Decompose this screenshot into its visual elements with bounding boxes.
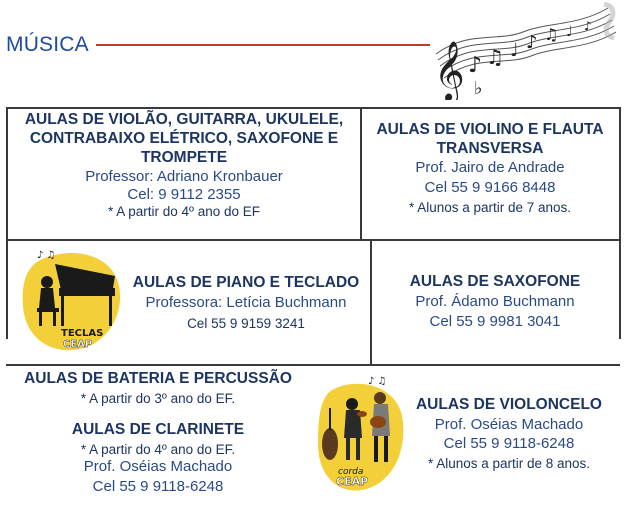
cell-clarinet-lessons xyxy=(8,421,308,496)
teacher-name: Professor: Adriano Kronbauer xyxy=(85,167,283,185)
cell-title-line: TROMPETE xyxy=(140,148,228,166)
age-note: * Alunos a partir de 7 anos. xyxy=(408,200,572,216)
teacher-name: Prof. Jairo de Andrade xyxy=(415,158,565,176)
row-divider-1 xyxy=(6,239,620,241)
teclas-ceap-logo xyxy=(15,246,131,354)
cell-title-line: TRANSVERSA xyxy=(436,139,544,157)
svg-text:♫: ♫ xyxy=(486,45,504,69)
svg-text:♪: ♪ xyxy=(468,53,483,78)
logo-text: CEAP xyxy=(336,475,369,488)
svg-text:♪ ♫: ♪ ♫ xyxy=(37,250,56,261)
cell-title-line: CONTRABAIXO ELÉTRICO, SAXOFONE E xyxy=(29,129,339,147)
music-notes-image xyxy=(428,2,618,100)
svg-text:♫: ♫ xyxy=(544,25,559,44)
phone-number: Cel 55 9 9159 3241 xyxy=(187,316,305,332)
table-border-right xyxy=(619,107,621,339)
svg-text:𝄞: 𝄞 xyxy=(434,41,465,100)
cell-violin-lessons xyxy=(362,121,618,217)
corda-ceap-logo xyxy=(312,370,408,494)
age-note: * A partir do 4º ano do EF xyxy=(107,204,261,220)
svg-text:♩: ♩ xyxy=(510,40,519,61)
svg-text:♩: ♩ xyxy=(566,24,573,40)
section-title: MÚSICA xyxy=(6,33,89,56)
cell-title-line: AULAS DE VIOLÃO, GUITARRA, UKULELE, xyxy=(24,111,344,128)
row-divider-2 xyxy=(6,364,620,366)
svg-text:♪ ♫: ♪ ♫ xyxy=(368,376,387,387)
teacher-name: Professora: Letícia Buchmann xyxy=(145,293,347,311)
svg-text:♪: ♪ xyxy=(584,19,592,33)
phone-number: Cel: 9 9112 2355 xyxy=(127,186,241,204)
age-note: * A partir do 3º ano do EF. xyxy=(80,390,236,406)
cell-title: AULAS DE VIOLONCELO xyxy=(415,396,602,413)
logo-text: CEAP xyxy=(63,339,93,350)
cell-title-line: AULAS DE VIOLINO E FLAUTA xyxy=(376,121,604,138)
cell-drums-lessons xyxy=(8,370,308,407)
title-underline xyxy=(96,44,430,46)
cell-guitar-lessons xyxy=(8,111,360,221)
phone-number: Cel 55 9 9118-6248 xyxy=(443,435,575,453)
cell-title: AULAS DE CLARINETE xyxy=(71,421,245,438)
teacher-name: Prof. Oséias Machado xyxy=(83,458,233,476)
age-note: * Alunos a partir de 8 anos. xyxy=(427,455,591,471)
cell-title: AULAS DE BATERIA E PERCUSSÃO xyxy=(24,370,292,387)
cell-title: AULAS DE PIANO E TECLADO xyxy=(132,274,360,291)
phone-number: Cel 55 9 9166 8448 xyxy=(424,179,556,197)
svg-text:♭: ♭ xyxy=(474,78,483,99)
phone-number: Cel 55 9 9981 3041 xyxy=(429,313,561,331)
cell-cello-lessons xyxy=(408,396,610,472)
age-note: * A partir do 4º ano do EF. xyxy=(80,441,236,457)
cell-title: AULAS DE SAXOFONE xyxy=(409,273,581,290)
phone-number: Cel 55 9 9118-6248 xyxy=(92,477,224,495)
cell-saxophone-lessons xyxy=(372,273,618,332)
teacher-name: Prof. Ádamo Buchmann xyxy=(415,292,575,310)
logo-text: TECLAS xyxy=(61,328,104,339)
cell-piano-lessons xyxy=(128,274,364,333)
teacher-name: Prof. Oséias Machado xyxy=(434,415,584,433)
table-border-top xyxy=(6,107,620,109)
svg-text:♪: ♪ xyxy=(526,32,538,53)
logo-text: corda xyxy=(338,467,364,477)
